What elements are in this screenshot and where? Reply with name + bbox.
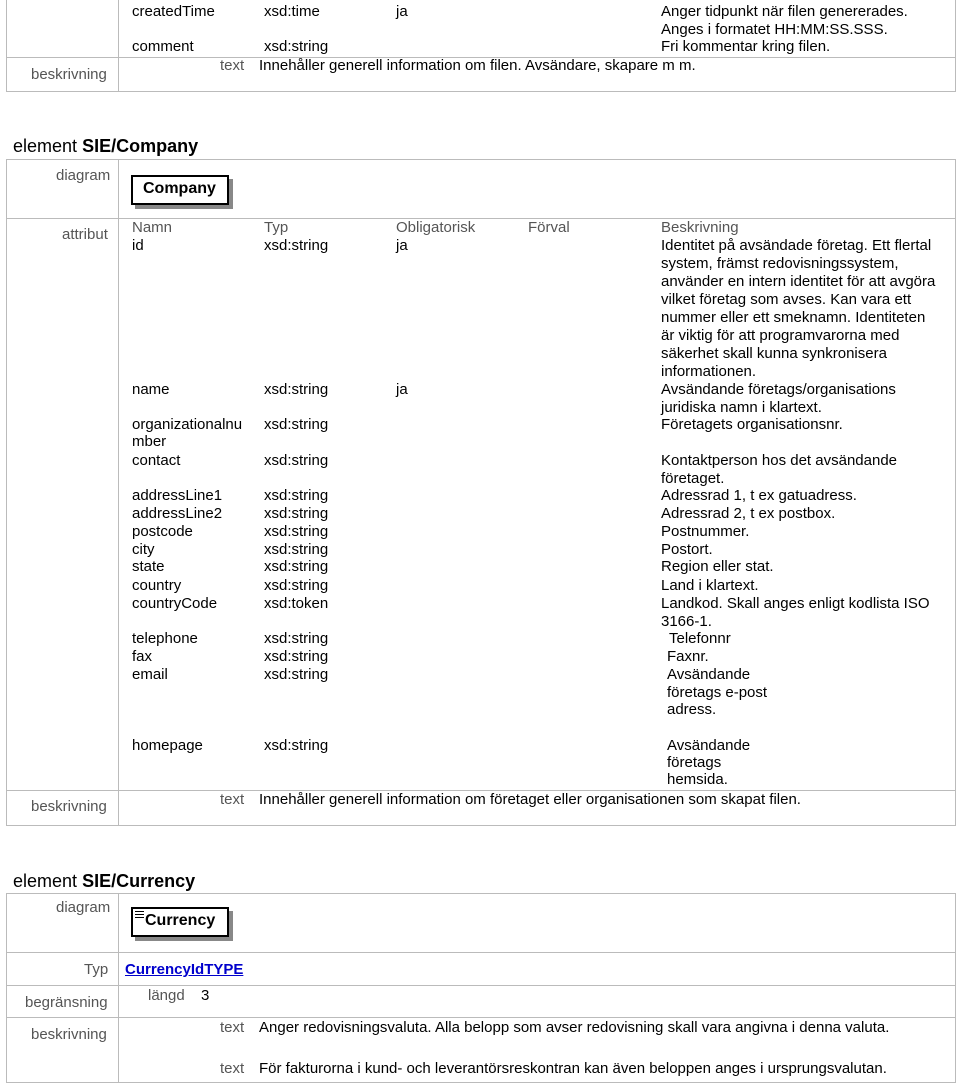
attr-desc: företaget. [661,470,725,487]
attr-type: xsd:string [264,416,329,433]
attr-type: xsd:string [264,558,329,575]
attr-type: xsd:token [264,595,329,612]
section-title [13,135,198,157]
type-label: Typ [84,961,109,978]
title-prefix: element [13,136,78,156]
type-link[interactable]: CurrencyIdTYPE [125,961,244,978]
attr-desc: 3166-1. [661,613,712,630]
attr-desc: säkerhet skall kunna synkronisera [661,345,887,362]
attr-desc: Fri kommentar kring filen. [661,38,831,55]
attr-name: addressLine2 [132,505,223,522]
row-divider [6,1017,956,1018]
attr-name: comment [132,38,194,55]
attr-desc: företags e-post [667,684,768,701]
text-label: text [220,57,245,74]
company-table-divider [118,159,119,826]
attr-desc: nummer eller ett smeknamn. Identiteten [661,309,926,326]
list-icon [135,911,144,920]
attr-desc: Landkod. Skall anges enligt kodlista ISO [661,595,930,612]
attr-type: xsd:string [264,630,329,647]
description-label: beskrivning [31,66,107,83]
title-element: SIE/Company [82,136,199,156]
attr-desc: juridiska namn i klartext. [661,399,822,416]
attr-name: city [132,541,155,558]
attr-type: xsd:time [264,3,320,20]
attr-desc: Adressrad 1, t ex gatuadress. [661,487,857,504]
attr-required: ja [396,381,408,398]
attr-desc: informationen. [661,363,757,380]
attr-name: organizationalnu [132,416,243,433]
attr-name: fax [132,648,153,665]
attr-type: xsd:string [264,737,329,754]
attr-desc: vilket företag som avses. Kan vara ett [661,291,912,308]
attr-desc: Land i klartext. [661,577,759,594]
attr-desc: system, främst redovisningssystem, [661,255,899,272]
attr-type: xsd:string [264,523,329,540]
description-text: Innehåller generell information om företaget eller organisationen som skapat filen. [259,791,801,808]
attr-type: xsd:string [264,505,329,522]
attr-name: contact [132,452,181,469]
attr-desc: Avsändande [667,666,751,683]
attr-required: ja [396,237,408,254]
attr-name: postcode [132,523,193,540]
length-value: 3 [201,987,210,1004]
currency-table-divider [118,893,119,1083]
attr-desc: Företagets organisationsnr. [661,416,843,433]
attr-desc: Kontaktperson hos det avsändande [661,452,898,469]
attr-name: name [132,381,170,398]
length-label: längd [148,987,185,1004]
attr-name: createdTime [132,3,215,20]
attr-name: addressLine1 [132,487,223,504]
attr-name: email [132,666,168,683]
attr-desc: Region eller stat. [661,558,774,575]
description-label: beskrivning [31,1026,107,1043]
header-name: Namn [132,219,173,236]
description-label: beskrivning [31,798,107,815]
header-default: Förval [528,219,570,236]
currency-diagram-box [131,907,229,937]
attr-type: xsd:string [264,381,329,398]
attr-type: xsd:string [264,487,329,504]
attr-type: xsd:string [264,666,329,683]
attr-name: homepage [132,737,203,754]
attr-name: telephone [132,630,198,647]
header-description: Beskrivning [661,219,739,236]
diagram-label: diagram [56,899,111,916]
attr-desc-line2: Anges i formatet HH:MM:SS.SSS. [661,21,888,38]
title-element: SIE/Currency [82,871,196,891]
attr-desc: Anger tidpunkt när filen genererades. [661,3,908,20]
attr-name-line2: mber [132,433,167,450]
restriction-label: begränsning [25,994,108,1011]
text-label: text [220,791,245,808]
company-diagram-box: Company [131,175,229,205]
attr-desc: använder en intern identitet för att avgöra [661,273,936,290]
header-type: Typ [264,219,289,236]
attr-desc: adress. [667,701,717,718]
description-text: För fakturorna i kund- och leverantörsreskontran kan även beloppen anges i ursprungsvalutan. [259,1060,887,1077]
header-required: Obligatorisk [396,219,476,236]
description-text: Innehåller generell information om filen. Avsändare, skapare m m. [259,57,696,74]
attr-name: id [132,237,144,254]
attr-type: xsd:string [264,38,329,55]
row-divider [6,985,956,986]
attr-desc: Avsändande [667,737,751,754]
attr-required: ja [396,3,408,20]
attr-desc: Adressrad 2, t ex postbox. [661,505,836,522]
attr-desc: Faxnr. [667,648,709,665]
attr-desc: Postnummer. [661,523,750,540]
attr-desc: Avsändande företags/organisations [661,381,896,398]
diagram-box-label: Currency [145,912,216,929]
attr-desc: hemsida. [667,771,728,788]
attribute-label: attribut [62,226,108,243]
attr-name: country [132,577,182,594]
attr-type: xsd:string [264,452,329,469]
attr-type: xsd:string [264,648,329,665]
attr-type: xsd:string [264,541,329,558]
row-divider [6,952,956,953]
attr-name: state [132,558,165,575]
attr-desc: företags [667,754,722,771]
attr-name: countryCode [132,595,218,612]
attr-desc: är viktig för att programvarorna med [661,327,900,344]
top-table-divider [118,0,119,92]
text-label: text [220,1060,245,1077]
attr-type: xsd:string [264,577,329,594]
text-label: text [220,1019,245,1036]
description-text: Anger redovisningsvaluta. Alla belopp som avser redovisning skall vara angivna i denna valuta. [259,1019,890,1036]
diagram-label: diagram [56,167,111,184]
attr-desc: Identitet på avsändade företag. Ett flertal [661,237,932,254]
title-prefix: element [13,871,78,891]
attr-type: xsd:string [264,237,329,254]
attr-desc: Postort. [661,541,713,558]
section-title [13,870,195,892]
attr-desc: Telefonnr [669,630,731,647]
